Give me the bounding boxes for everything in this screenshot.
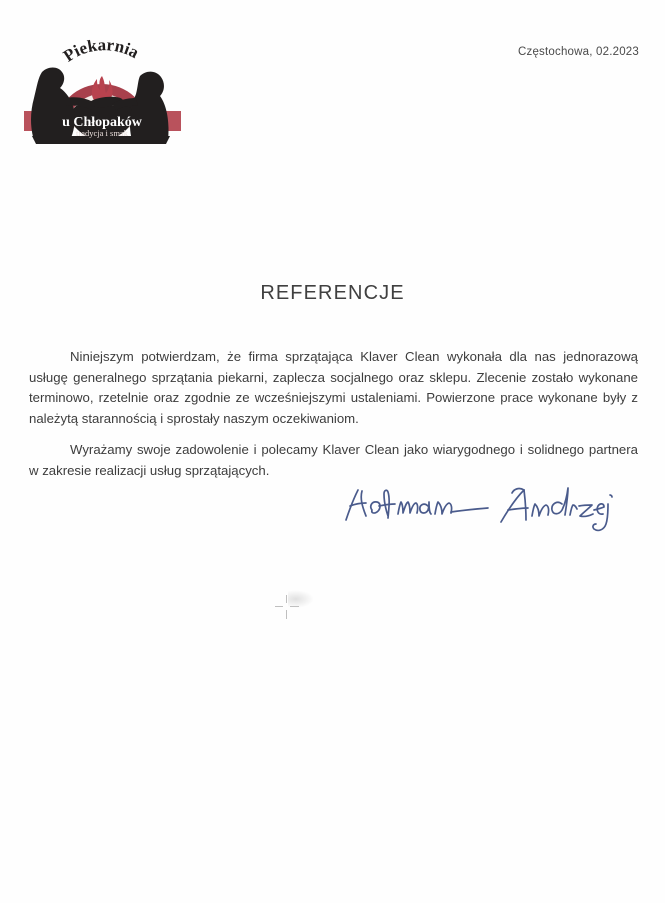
body-paragraph-1: Niniejszym potwierdzam, że firma sprzątająca Klaver Clean wykonała dla nas jednorazową usługę generalnego sprzątania piekarni, zaplecza socjalnego oraz sklepu. Zlecenie zostało wykonane terminowo, rzetelnie oraz zgodnie ze wcześniejszymi ustaleniami. Powierzone prace wykonane były z należytą starannością i sprostały naszym oczekiwaniom. <box>29 349 638 426</box>
letterhead <box>0 0 665 170</box>
signature <box>336 478 626 540</box>
logo-brand-tagline: tradycja i smak <box>76 128 128 138</box>
body-paragraph-2: Wyrażamy swoje zadowolenie i polecamy Klaver Clean jako wiarygodnego i solidnego partnera w zakresie realizacji usług sprzątających. <box>29 442 638 478</box>
handwritten-signature-icon <box>336 478 626 540</box>
logo-brand-main: u Chłopaków <box>62 115 142 130</box>
logo-arc-text: Piekarnia <box>59 35 143 66</box>
page-title: REFERENCJE <box>260 282 405 304</box>
date-location-line: Częstochowa, 02.2023 <box>518 46 639 58</box>
letter-body <box>29 347 638 487</box>
bakery-logo-icon <box>14 28 189 153</box>
logo-flame-icon <box>92 76 113 100</box>
company-logo <box>14 28 189 153</box>
scan-smudge <box>288 590 314 608</box>
